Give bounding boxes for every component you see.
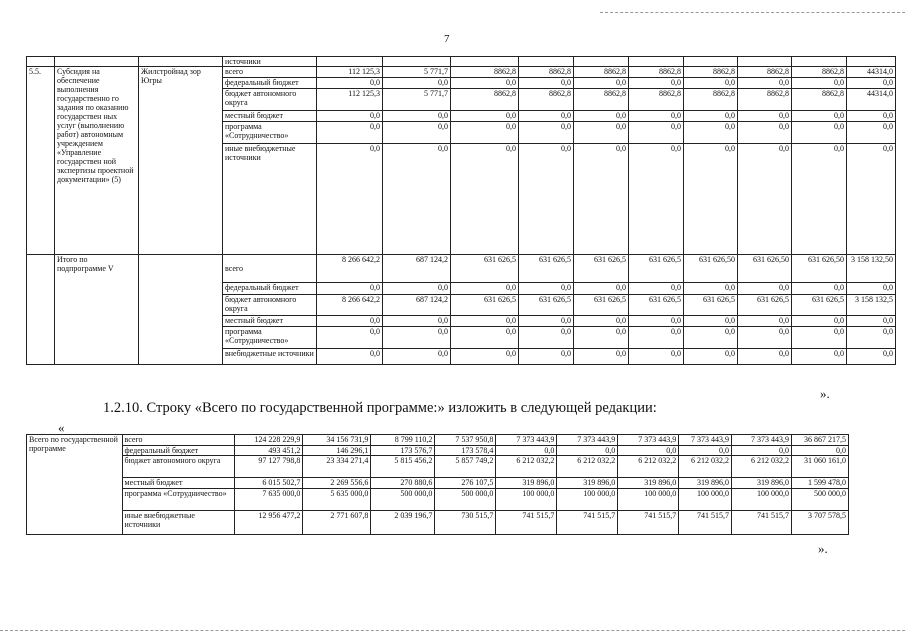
amount-cell: 8862,8 — [629, 67, 684, 78]
amount-cell: 0,0 — [519, 283, 574, 295]
amount-cell: 319 896,0 — [496, 478, 557, 489]
amount-cell: 100 000,0 — [557, 489, 618, 511]
amount-cell: 8862,8 — [574, 67, 629, 78]
amount-cell: 0,0 — [496, 446, 557, 456]
amount-cell: 631 626,50 — [792, 255, 847, 283]
amount-cell: 2 039 196,7 — [371, 511, 435, 535]
amount-cell: 5 771,7 — [383, 89, 451, 111]
amount-cell: 0,0 — [629, 316, 684, 327]
amount-cell: 8862,8 — [792, 89, 847, 111]
amount-cell: 0,0 — [451, 283, 519, 295]
amount-cell: 7 373 443,9 — [496, 435, 557, 446]
amount-cell: 631 626,5 — [451, 295, 519, 316]
empty-cell — [383, 57, 451, 67]
amount-cell: 36 867 217,5 — [791, 435, 848, 446]
closing-quote-1: ». — [820, 386, 830, 401]
amount-cell: 0,0 — [738, 283, 792, 295]
table-row — [27, 435, 849, 446]
amount-cell: 0,0 — [738, 122, 792, 144]
amount-cell: 124 228 229,9 — [235, 435, 303, 446]
amount-cell: 687 124,2 — [383, 255, 451, 283]
empty-cell — [139, 255, 223, 365]
page-number: 7 — [444, 33, 450, 45]
amount-cell: 0,0 — [792, 349, 847, 365]
funding-source-label: программа «Сотрудничество» — [223, 122, 317, 144]
amount-cell: 0,0 — [791, 446, 848, 456]
amount-cell: 500 000,0 — [371, 489, 435, 511]
amount-cell: 0,0 — [451, 349, 519, 365]
amount-cell: 100 000,0 — [732, 489, 792, 511]
funding-source-label: программа «Сотрудничество» — [223, 327, 317, 349]
amendment-heading: 1.2.10. Строку «Всего по государственной программе:» изложить в следующей редакции: — [103, 400, 657, 416]
amount-cell: 493 451,2 — [235, 446, 303, 456]
amount-cell: 0,0 — [847, 144, 896, 255]
amount-cell: 0,0 — [519, 144, 574, 255]
amount-cell: 0,0 — [618, 446, 679, 456]
amount-cell: 631 626,5 — [738, 295, 792, 316]
amount-cell: 8862,8 — [684, 67, 738, 78]
amount-cell: 8 799 110,2 — [371, 435, 435, 446]
amount-cell: 0,0 — [383, 78, 451, 89]
subtotal-name: Итого по подпрограмме V — [55, 255, 139, 365]
amount-cell: 0,0 — [629, 111, 684, 122]
amount-cell: 3 158 132,5 — [847, 295, 896, 316]
amount-cell: 631 626,50 — [684, 255, 738, 283]
program-total-name: Всего по государственной программе — [27, 435, 123, 535]
amount-cell: 0,0 — [629, 327, 684, 349]
amount-cell: 0,0 — [629, 122, 684, 144]
amount-cell: 0,0 — [451, 327, 519, 349]
amount-cell: 0,0 — [519, 122, 574, 144]
funding-source-label: федеральный бюджет — [223, 78, 317, 89]
funding-source-label: программа «Сотрудничество» — [122, 489, 235, 511]
amount-cell: 100 000,0 — [496, 489, 557, 511]
amount-cell: 0,0 — [317, 327, 383, 349]
amount-cell: 8 266 642,2 — [317, 295, 383, 316]
amount-cell: 0,0 — [684, 111, 738, 122]
amount-cell: 631 626,50 — [738, 255, 792, 283]
amount-cell: 0,0 — [792, 327, 847, 349]
amount-cell: 319 896,0 — [557, 478, 618, 489]
amount-cell: 0,0 — [738, 349, 792, 365]
amount-cell: 0,0 — [451, 144, 519, 255]
amount-cell: 0,0 — [574, 316, 629, 327]
funding-source-label: федеральный бюджет — [223, 283, 317, 295]
scan-edge-bottom — [0, 630, 905, 631]
amount-cell: 741 515,7 — [618, 511, 679, 535]
amount-cell: 0,0 — [383, 316, 451, 327]
amount-cell: 319 896,0 — [618, 478, 679, 489]
amount-cell: 0,0 — [679, 446, 732, 456]
amount-cell: 0,0 — [317, 78, 383, 89]
amount-cell: 0,0 — [383, 111, 451, 122]
amount-cell: 0,0 — [738, 144, 792, 255]
amount-cell: 0,0 — [519, 78, 574, 89]
amount-cell: 0,0 — [847, 316, 896, 327]
amount-cell: 631 626,5 — [684, 295, 738, 316]
amount-cell: 0,0 — [684, 349, 738, 365]
table-row — [27, 446, 849, 456]
amount-cell: 631 626,5 — [574, 295, 629, 316]
amount-cell: 0,0 — [317, 349, 383, 365]
amount-cell: 0,0 — [847, 78, 896, 89]
empty-cell — [139, 57, 223, 67]
amount-cell: 0,0 — [738, 316, 792, 327]
amount-cell: 0,0 — [317, 316, 383, 327]
amount-cell: 319 896,0 — [732, 478, 792, 489]
table-row — [27, 67, 896, 78]
empty-cell — [55, 57, 139, 67]
amount-cell: 0,0 — [847, 349, 896, 365]
amount-cell: 8862,8 — [738, 89, 792, 111]
amount-cell: 0,0 — [792, 144, 847, 255]
amount-cell: 0,0 — [451, 122, 519, 144]
amount-cell: 0,0 — [684, 327, 738, 349]
amount-cell: 0,0 — [629, 78, 684, 89]
amount-cell: 3 707 578,5 — [791, 511, 848, 535]
amount-cell: 100 000,0 — [618, 489, 679, 511]
table-row — [27, 489, 849, 511]
funding-source-label: иные внебюджетные источники — [122, 511, 235, 535]
amount-cell: 6 212 032,2 — [732, 456, 792, 478]
section-number: 5.5. — [27, 67, 55, 255]
amount-cell: 0,0 — [451, 78, 519, 89]
amount-cell: 631 626,5 — [629, 255, 684, 283]
amount-cell: 8862,8 — [629, 89, 684, 111]
amount-cell: 12 956 477,2 — [235, 511, 303, 535]
amount-cell: 7 537 950,8 — [435, 435, 496, 446]
amount-cell: 687 124,2 — [383, 295, 451, 316]
amount-cell: 741 515,7 — [732, 511, 792, 535]
amount-cell: 6 212 032,2 — [618, 456, 679, 478]
table-row — [27, 57, 896, 67]
amount-cell: 0,0 — [574, 111, 629, 122]
amount-cell: 2 771 607,8 — [303, 511, 371, 535]
amount-cell: 0,0 — [383, 349, 451, 365]
empty-cell — [629, 57, 684, 67]
amount-cell: 0,0 — [383, 327, 451, 349]
source-label: источники — [223, 57, 317, 67]
amount-cell: 6 212 032,2 — [679, 456, 732, 478]
amount-cell: 0,0 — [557, 446, 618, 456]
amount-cell: 631 626,5 — [629, 295, 684, 316]
amount-cell: 8862,8 — [684, 89, 738, 111]
amount-cell: 0,0 — [519, 316, 574, 327]
amount-cell: 0,0 — [317, 122, 383, 144]
amount-cell: 0,0 — [519, 111, 574, 122]
amount-cell: 0,0 — [629, 283, 684, 295]
amount-cell: 5 635 000,0 — [303, 489, 371, 511]
empty-cell — [27, 57, 55, 67]
funding-source-label: федеральный бюджет — [122, 446, 235, 456]
amount-cell: 270 880,6 — [371, 478, 435, 489]
amount-cell: 5 857 749,2 — [435, 456, 496, 478]
empty-cell — [792, 57, 847, 67]
amount-cell: 8862,8 — [451, 89, 519, 111]
amount-cell: 8862,8 — [574, 89, 629, 111]
amount-cell: 0,0 — [574, 122, 629, 144]
funding-source-label: местный бюджет — [223, 316, 317, 327]
amount-cell: 0,0 — [629, 144, 684, 255]
amount-cell: 23 334 271,4 — [303, 456, 371, 478]
amount-cell: 5 771,7 — [383, 67, 451, 78]
amount-cell: 730 515,7 — [435, 511, 496, 535]
empty-cell — [27, 255, 55, 365]
funding-source-label: иные внебюджетные источники — [223, 144, 317, 255]
amount-cell: 0,0 — [574, 349, 629, 365]
amount-cell: 0,0 — [519, 327, 574, 349]
amount-cell: 0,0 — [847, 111, 896, 122]
amount-cell: 0,0 — [847, 122, 896, 144]
amount-cell: 173 578,4 — [435, 446, 496, 456]
amount-cell: 7 373 443,9 — [618, 435, 679, 446]
table-row — [27, 511, 849, 535]
table-row — [27, 456, 849, 478]
amount-cell: 0,0 — [383, 144, 451, 255]
measure-name: Субсидия на обеспечение выполнения государственно го задания по оказанию государствен ных услуг (выполнению работ) автономным учреждением «Управление государствен ной экспертизы проектной документации» (5) — [55, 67, 139, 255]
amount-cell: 7 635 000,0 — [235, 489, 303, 511]
amount-cell: 0,0 — [792, 78, 847, 89]
funding-source-label: бюджет автономного округа — [223, 89, 317, 111]
amount-cell: 631 626,5 — [574, 255, 629, 283]
funding-source-label: всего — [122, 435, 235, 446]
amount-cell: 7 373 443,9 — [732, 435, 792, 446]
empty-cell — [684, 57, 738, 67]
amount-cell: 8862,8 — [519, 89, 574, 111]
funding-source-label: бюджет автономного округа — [223, 295, 317, 316]
amount-cell: 5 815 456,2 — [371, 456, 435, 478]
amount-cell: 0,0 — [684, 78, 738, 89]
amount-cell: 146 296,1 — [303, 446, 371, 456]
amount-cell: 0,0 — [519, 349, 574, 365]
amount-cell: 0,0 — [792, 122, 847, 144]
amount-cell: 741 515,7 — [557, 511, 618, 535]
amount-cell: 0,0 — [451, 316, 519, 327]
amount-cell: 500 000,0 — [435, 489, 496, 511]
state-program-total-table — [26, 434, 849, 535]
amount-cell: 3 158 132,50 — [847, 255, 896, 283]
amount-cell: 31 060 161,0 — [791, 456, 848, 478]
amount-cell: 173 576,7 — [371, 446, 435, 456]
amount-cell: 631 626,5 — [451, 255, 519, 283]
amount-cell: 0,0 — [684, 283, 738, 295]
amount-cell: 0,0 — [574, 78, 629, 89]
funding-source-label: бюджет автономного округа — [122, 456, 235, 478]
empty-cell — [317, 57, 383, 67]
funding-source-label: внебюджетные источники — [223, 349, 317, 365]
amount-cell: 631 626,5 — [519, 295, 574, 316]
amount-cell: 6 015 502,7 — [235, 478, 303, 489]
amount-cell: 8862,8 — [792, 67, 847, 78]
amount-cell: 44314,0 — [847, 89, 896, 111]
amount-cell: 8862,8 — [519, 67, 574, 78]
amount-cell: 7 373 443,9 — [679, 435, 732, 446]
amount-cell: 44314,0 — [847, 67, 896, 78]
scan-edge-top — [600, 12, 905, 13]
amount-cell: 631 626,5 — [519, 255, 574, 283]
funding-source-label: всего — [223, 255, 317, 283]
funding-source-label: всего — [223, 67, 317, 78]
amount-cell: 0,0 — [738, 111, 792, 122]
funding-source-label: местный бюджет — [122, 478, 235, 489]
amount-cell: 100 000,0 — [679, 489, 732, 511]
empty-cell — [847, 57, 896, 67]
amount-cell: 8862,8 — [451, 67, 519, 78]
empty-cell — [519, 57, 574, 67]
amount-cell: 0,0 — [847, 283, 896, 295]
amount-cell: 112 125,3 — [317, 89, 383, 111]
amount-cell: 0,0 — [792, 316, 847, 327]
closing-quote-2: ». — [818, 541, 828, 556]
amount-cell: 741 515,7 — [496, 511, 557, 535]
amount-cell: 276 107,5 — [435, 478, 496, 489]
empty-cell — [451, 57, 519, 67]
amount-cell: 0,0 — [574, 144, 629, 255]
amount-cell: 0,0 — [847, 327, 896, 349]
amount-cell: 0,0 — [574, 283, 629, 295]
amount-cell: 97 127 798,8 — [235, 456, 303, 478]
amount-cell: 0,0 — [738, 327, 792, 349]
table-row — [27, 255, 896, 283]
table-row — [27, 478, 849, 489]
amount-cell: 0,0 — [317, 144, 383, 255]
amount-cell: 319 896,0 — [679, 478, 732, 489]
amount-cell: 0,0 — [684, 316, 738, 327]
amount-cell: 0,0 — [383, 122, 451, 144]
subprogram-table — [26, 56, 896, 365]
amount-cell: 7 373 443,9 — [557, 435, 618, 446]
amount-cell: 8 266 642,2 — [317, 255, 383, 283]
amount-cell: 0,0 — [792, 111, 847, 122]
amount-cell: 0,0 — [317, 283, 383, 295]
amount-cell: 0,0 — [684, 122, 738, 144]
amount-cell: 6 212 032,2 — [557, 456, 618, 478]
empty-cell — [738, 57, 792, 67]
amount-cell: 631 626,5 — [792, 295, 847, 316]
amount-cell: 2 269 556,6 — [303, 478, 371, 489]
funding-source-label: местный бюджет — [223, 111, 317, 122]
amount-cell: 1 599 478,0 — [791, 478, 848, 489]
amount-cell: 112 125,3 — [317, 67, 383, 78]
executor-name: Жилстройнад зор Югры — [139, 67, 223, 255]
empty-cell — [574, 57, 629, 67]
amount-cell: 0,0 — [684, 144, 738, 255]
amount-cell: 8862,8 — [738, 67, 792, 78]
amount-cell: 0,0 — [629, 349, 684, 365]
amount-cell: 0,0 — [317, 111, 383, 122]
amount-cell: 741 515,7 — [679, 511, 732, 535]
opening-quote: « — [58, 420, 65, 435]
amount-cell: 6 212 032,2 — [496, 456, 557, 478]
amount-cell: 0,0 — [451, 111, 519, 122]
amount-cell: 0,0 — [738, 78, 792, 89]
amount-cell: 500 000,0 — [791, 489, 848, 511]
amount-cell: 34 156 731,9 — [303, 435, 371, 446]
amount-cell: 0,0 — [732, 446, 792, 456]
amount-cell: 0,0 — [574, 327, 629, 349]
amount-cell: 0,0 — [383, 283, 451, 295]
amount-cell: 0,0 — [792, 283, 847, 295]
